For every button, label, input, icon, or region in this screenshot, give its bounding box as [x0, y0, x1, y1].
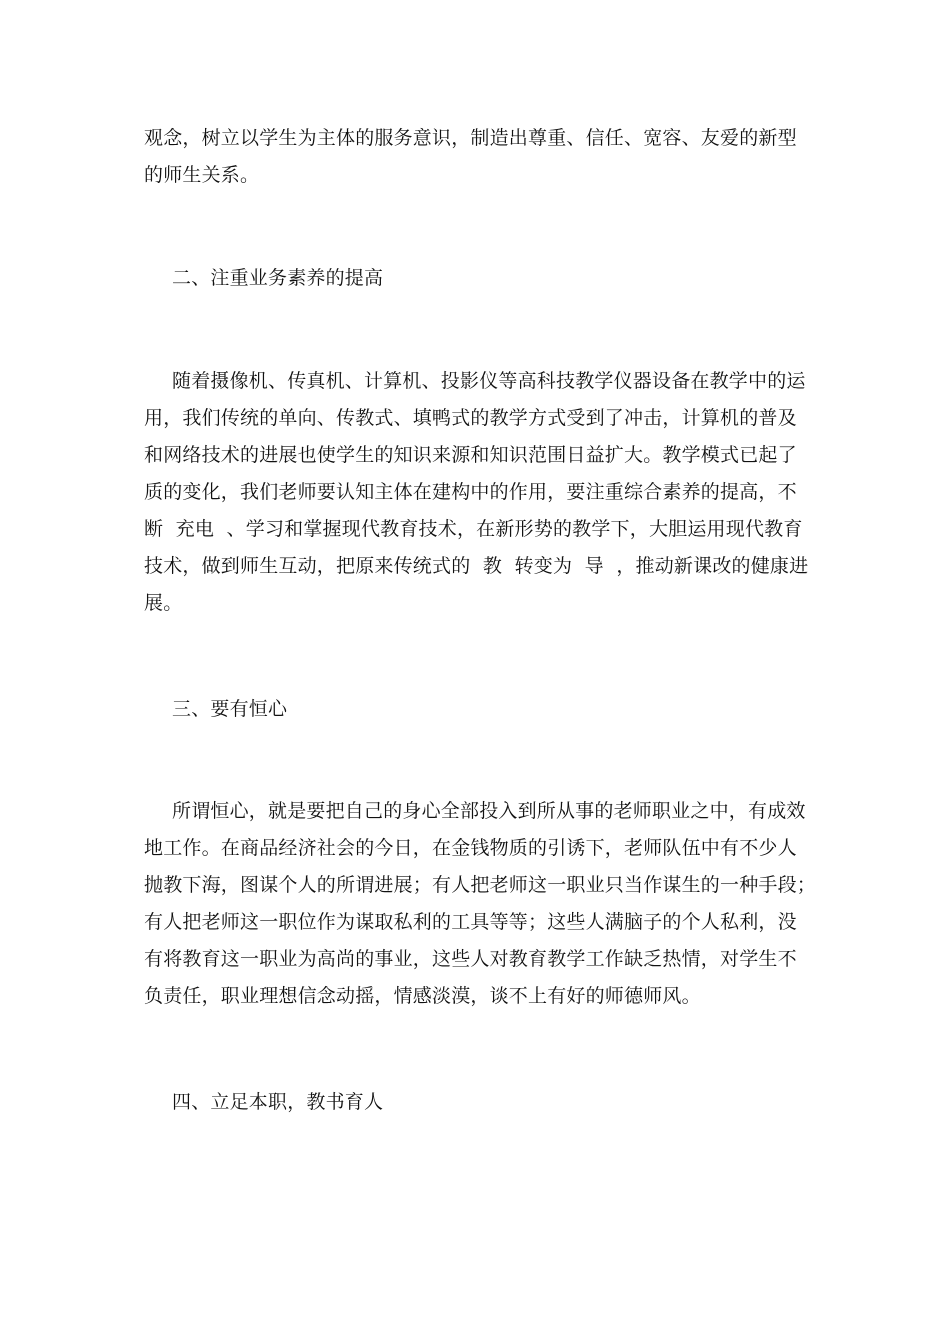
para-3-line-2: 地工作。在商品经济社会的今日，在金钱物质的引诱下，老师队伍中有不少人	[144, 837, 797, 859]
para-2-line-4: 质的变化，我们老师要认知主体在建构中的作用，要注重综合素养的提高，不	[144, 481, 797, 503]
para-2-line-2: 用，我们传统的单向、传教式、填鸭式的教学方式受到了冲击，计算机的普及	[144, 407, 797, 429]
para-2-line-3: 和网络技术的进展也使学生的知识来源和知识范围日益扩大。教学模式已起了	[144, 444, 797, 466]
section-heading-4: 四、立足本职，教书育人	[172, 1091, 384, 1113]
para-3-line-5: 有将教育这一职业为高尚的事业，这些人对教育教学工作缺乏热情，对学生不	[144, 948, 797, 970]
para-2-line-7: 展。	[144, 592, 183, 614]
para-3-line-6: 负责任，职业理想信念动摇，情感淡漠，谈不上有好的师德师风。	[144, 985, 701, 1007]
intro-line-2: 的师生关系。	[144, 164, 260, 186]
para-2-line-1: 随着摄像机、传真机、计算机、投影仪等高科技教学仪器设备在教学中的运	[172, 370, 806, 392]
para-3-line-3: 抛教下海，图谋个人的所谓进展；有人把老师这一职业只当作谋生的一种手段；	[144, 874, 817, 896]
para-2-line-6: 技术，做到师生互动，把原来传统式的 教 转变为 导 ，推动新课改的健康进	[144, 555, 809, 577]
section-heading-3: 三、要有恒心	[172, 698, 288, 720]
para-3-line-4: 有人把老师这一职位作为谋取私利的工具等等；这些人满脑子的个人私利，没	[144, 911, 797, 933]
section-heading-2: 二、注重业务素养的提高	[172, 267, 384, 289]
para-3-line-1: 所谓恒心，就是要把自己的身心全部投入到所从事的老师职业之中，有成效	[172, 800, 806, 822]
intro-line-1: 观念，树立以学生为主体的服务意识，制造出尊重、信任、宽容、友爱的新型	[144, 127, 797, 149]
para-2-line-5: 断 充电 、学习和掌握现代教育技术，在新形势的教学下，大胆运用现代教育	[144, 518, 803, 540]
